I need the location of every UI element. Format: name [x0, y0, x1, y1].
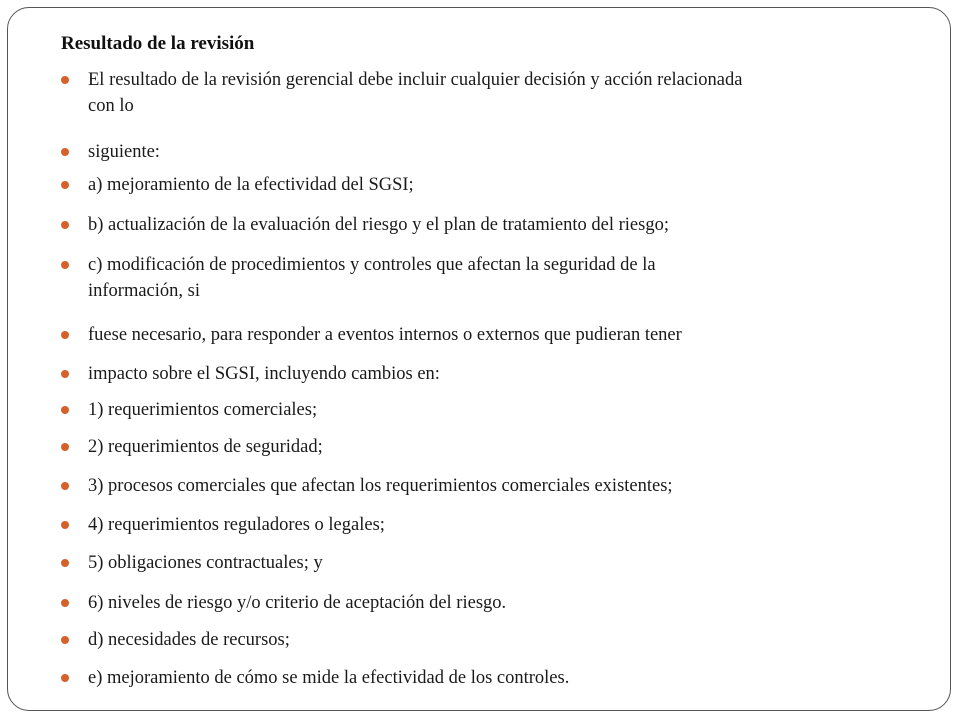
bullet-text-line: e) mejoramiento de cómo se mide la efectividad de los controles. [88, 668, 570, 688]
bullet-text [88, 473, 888, 499]
bullet-text-line: El resultado de la revisión gerencial debe incluir cualquier decisión y acción relacionada [88, 70, 743, 90]
bullet-dot-icon [61, 148, 69, 156]
bullet-text [88, 361, 888, 387]
bullet-text [88, 397, 888, 423]
bullet-text [88, 512, 888, 538]
bullet-dot-icon [61, 370, 69, 378]
bullet-text-line: impacto sobre el SGSI, incluyendo cambios en: [88, 364, 440, 384]
bullet-text-line: b) actualización de la evaluación del riesgo y el plan de tratamiento del riesgo; [88, 215, 669, 235]
bullet-text-line: d) necesidades de recursos; [88, 630, 290, 650]
bullet-dot-icon [61, 221, 69, 229]
bullet-text-line: siguiente: [88, 142, 160, 162]
bullet-dot-icon [61, 559, 69, 567]
bullet-text [88, 665, 888, 691]
bullet-text-line: 1) requerimientos comerciales; [88, 400, 318, 420]
bullet-text-line: fuese necesario, para responder a eventos internos o externos que pudieran tener [88, 325, 682, 345]
bullet-text-line: a) mejoramiento de la efectividad del SGSI; [88, 175, 414, 195]
bullet-text-line: con lo [88, 96, 134, 116]
bullet-text-line: c) modificación de procedimientos y controles que afectan la seguridad de la [88, 255, 656, 275]
bullet-dot-icon [61, 482, 69, 490]
bullet-text [88, 434, 888, 460]
bullet-text-line: 5) obligaciones contractuales; y [88, 553, 323, 573]
bullet-text-line: 3) procesos comerciales que afectan los requerimientos comerciales existentes; [88, 476, 673, 496]
bullet-text [88, 67, 888, 119]
bullet-dot-icon [61, 261, 69, 269]
bullet-text [88, 322, 888, 348]
bullet-text [88, 627, 888, 653]
bullet-text [88, 139, 888, 165]
bullet-dot-icon [61, 406, 69, 414]
slide-title: Resultado de la revisión [61, 33, 255, 54]
bullet-text [88, 212, 888, 238]
bullet-dot-icon [61, 674, 69, 682]
bullet-text [88, 590, 888, 616]
bullet-dot-icon [61, 599, 69, 607]
bullet-dot-icon [61, 636, 69, 644]
bullet-dot-icon [61, 181, 69, 189]
bullet-dot-icon [61, 443, 69, 451]
bullet-text [88, 252, 888, 304]
bullet-dot-icon [61, 521, 69, 529]
bullet-dot-icon [61, 76, 69, 84]
bullet-text-line: 2) requerimientos de seguridad; [88, 437, 323, 457]
bullet-text-line: información, si [88, 281, 201, 301]
bullet-text-line: 4) requerimientos reguladores o legales; [88, 515, 385, 535]
bullet-text [88, 550, 888, 576]
bullet-text-line: 6) niveles de riesgo y/o criterio de aceptación del riesgo. [88, 593, 507, 613]
bullet-text [88, 172, 888, 198]
bullet-dot-icon [61, 331, 69, 339]
